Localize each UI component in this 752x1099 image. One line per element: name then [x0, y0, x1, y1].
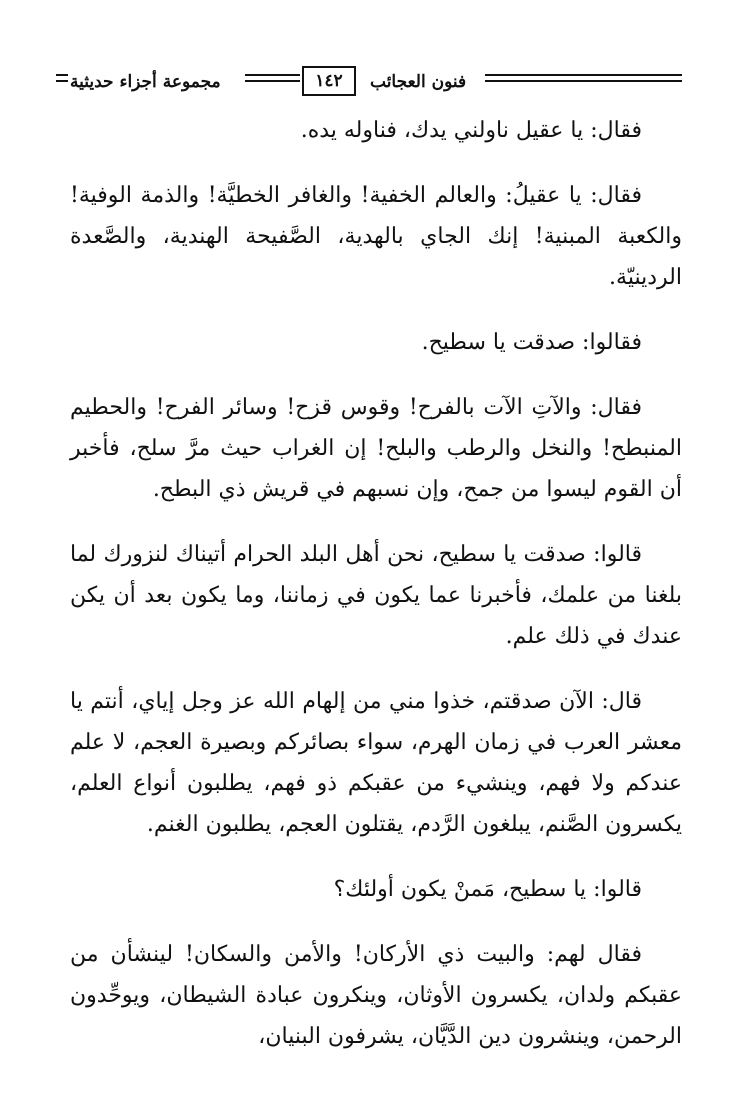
header-rule-end-2 [668, 80, 682, 82]
header-rule-end [668, 74, 682, 76]
paragraph-2: فقال: يا عقيلُ: والعالم الخفية! والغافر الخطيَّة! والذمة الوفية! والكعبة المبنية! إنك الجاي بالهدية، الصَّفيحة الهندية، والصَّعدة الردينيّة. [70, 183, 682, 290]
page-header [70, 60, 682, 96]
page-number: ١٤٢ [315, 71, 343, 91]
paragraph-5: قالوا: صدقت يا سطيح، نحن أهل البلد الحرام أتيناك لنزورك لما بلغنا من علمك، فأخبرنا عما يكون في زماننا، وما يكون بعد أن يكن عندك في ذلك علم. [70, 542, 682, 649]
paragraph-1: فقال: يا عقيل ناولني يدك، فناوله يده. [300, 118, 642, 143]
header-rule-middle [245, 74, 300, 76]
paragraph-7: قالوا: يا سطيح، مَمنْ يكون أولئك؟ [333, 877, 642, 902]
paragraph-4: فقال: والآتِ الآت بالفرح! وقوس قزح! وسائر الفرح! والحطيم المنبطح! والنخل والرطب والبلح! إن الغراب حيث مرَّ سلح، فأخبر أن القوم ليسوا من جمح، وإن نسبهم في قريش ذي البطح. [70, 395, 682, 502]
book-title: مجموعة أجزاء حديثية [70, 72, 221, 92]
paragraph-8: فقال لهم: والبيت ذي الأركان! والأمن والسكان! لينشأن من عقبكم ولدان، يكسرون الأوثان، وينكرون عبادة الشيطان، ويوحِّدون الرحمن، وينشرون دين الدَّيَّان، يشرفون البنيان، [70, 942, 682, 1049]
section-title: فنون العجائب [370, 72, 467, 92]
paragraph-6: قال: الآن صدقتم، خذوا مني من إلهام الله عز وجل إياي، أنتم يا معشر العرب في زمان الهرم، سواء بصائركم وبصيرة العجم، لا علم عندكم ولا فهم، وينشيء من عقبكم ذو فهم، يطلبون أنواع العلم، يكسرون الصَّنم، يبلغون الرَّدم، يقتلون العجم، يطلبون الغنم. [70, 689, 682, 837]
header-rule-start-2 [56, 80, 68, 82]
header-rule-right [485, 74, 675, 76]
header-rule-middle-2 [245, 80, 300, 82]
page-number-box [302, 66, 356, 96]
header-rule-start [56, 74, 68, 76]
body-text [70, 110, 682, 1081]
header-rule-right-2 [485, 80, 675, 82]
paragraph-3: فقالوا: صدقت يا سطيح. [421, 330, 642, 355]
